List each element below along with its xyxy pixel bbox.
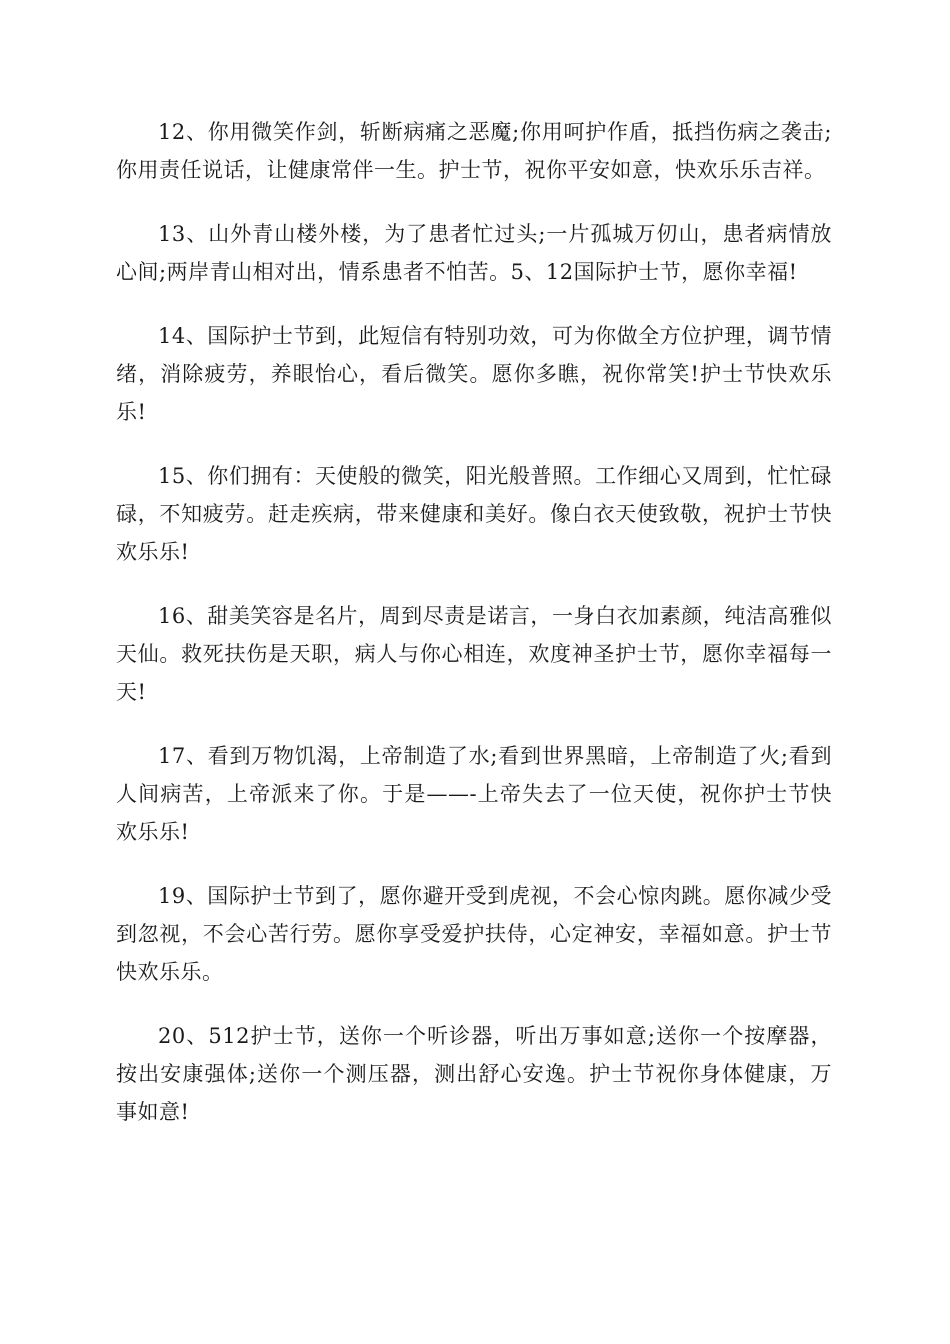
document-body — [116, 113, 832, 1157]
paragraph-16: 16、甜美笑容是名片，周到尽责是诺言，一身白衣加素颜，纯洁高雅似天仙。救死扶伤是天职，病人与你心相连，欢度神圣护士节，愿你幸福每一天! — [116, 604, 832, 704]
paragraph-14: 14、国际护士节到，此短信有特别功效，可为你做全方位护理，调节情绪，消除疲劳，养眼怡心，看后微笑。愿你多瞧，祝你常笑!护士节快欢乐乐! — [116, 324, 832, 424]
paragraph-13: 13、山外青山楼外楼，为了患者忙过头;一片孤城万仞山，患者病情放心间;两岸青山相对出，情系患者不怕苦。5、12国际护士节，愿你幸福! — [116, 222, 832, 284]
paragraph-15: 15、你们拥有：天使般的微笑，阳光般普照。工作细心又周到，忙忙碌碌，不知疲劳。赶走疾病，带来健康和美好。像白衣天使致敬，祝护士节快欢乐乐! — [116, 464, 832, 564]
paragraph-20: 20、512护士节，送你一个听诊器，听出万事如意;送你一个按摩器，按出安康强体;送你一个测压器，测出舒心安逸。护士节祝你身体健康，万事如意! — [116, 1024, 832, 1124]
paragraph-12: 12、你用微笑作剑，斩断病痛之恶魔;你用呵护作盾，抵挡伤病之袭击;你用责任说话，让健康常伴一生。护士节，祝你平安如意，快欢乐乐吉祥。 — [116, 120, 832, 182]
paragraph-17: 17、看到万物饥渴，上帝制造了水;看到世界黑暗，上帝制造了火;看到人间病苦，上帝派来了你。于是——-上帝失去了一位天使，祝你护士节快欢乐乐! — [116, 744, 832, 844]
paragraph-19: 19、国际护士节到了，愿你避开受到虎视，不会心惊肉跳。愿你减少受到忽视，不会心苦行劳。愿你享受爱护扶侍，心定神安，幸福如意。护士节快欢乐乐。 — [116, 884, 832, 984]
